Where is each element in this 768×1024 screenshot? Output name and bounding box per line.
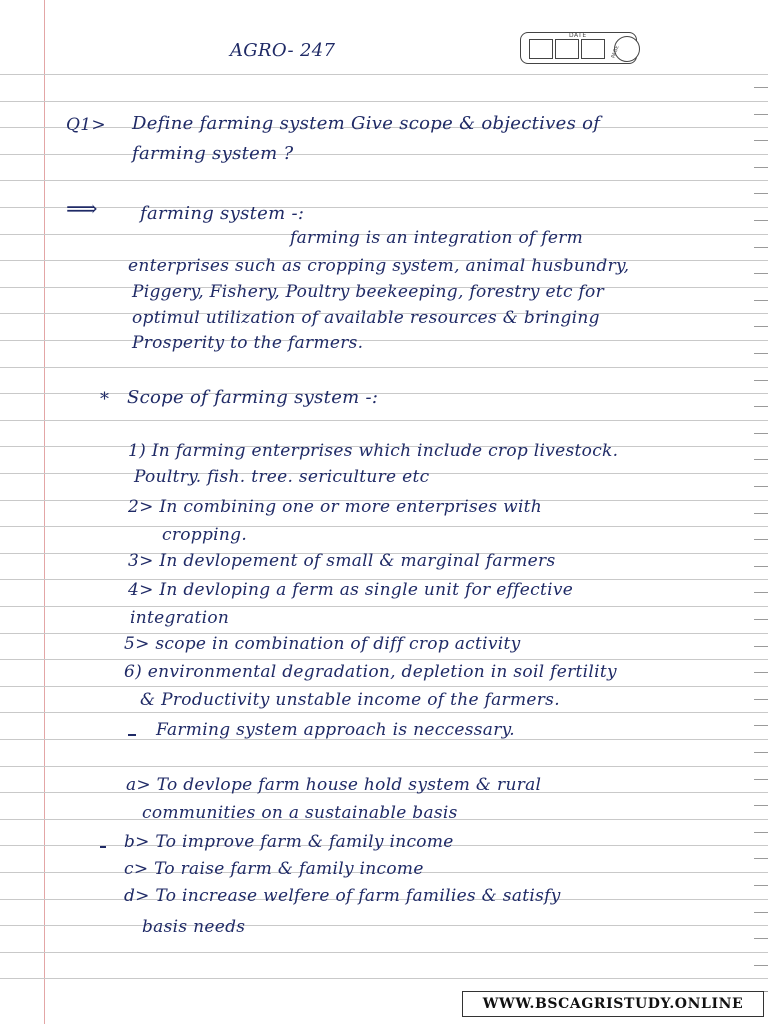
- objective-line: a> To devlope farm house hold system & rural: [126, 775, 542, 795]
- page-label: PAGE: [610, 44, 621, 60]
- ruled-line: [0, 686, 768, 687]
- ruled-line: [0, 606, 768, 607]
- margin-tick: [754, 725, 768, 726]
- date-label: DATE: [569, 32, 587, 39]
- watermark-text: WWW.BSCAGRISTUDY.ONLINE: [482, 996, 744, 1012]
- star-icon: *: [100, 389, 110, 410]
- margin-tick: [754, 858, 768, 859]
- page-title: AGRO- 247: [230, 40, 336, 61]
- arrow-icon: ⟹: [66, 197, 98, 222]
- ruled-line: [0, 207, 768, 208]
- margin-tick: [754, 459, 768, 460]
- margin-tick: [754, 779, 768, 780]
- margin-tick: [754, 140, 768, 141]
- margin-tick: [754, 619, 768, 620]
- objective-line: d> To increase welfere of farm families & satisfy: [124, 886, 561, 906]
- margin-tick: [754, 965, 768, 966]
- objective-line: c> To raise farm & family income: [124, 859, 424, 879]
- date-cell: [581, 39, 605, 59]
- objective-line: communities on a sustainable basis: [142, 803, 458, 823]
- definition-line: Piggery, Fishery, Poultry beekeeping, forestry etc for: [132, 282, 605, 302]
- margin-tick: [754, 752, 768, 753]
- margin-tick: [754, 406, 768, 407]
- margin-tick: [754, 513, 768, 514]
- scope-line: 1) In farming enterprises which include crop livestock.: [128, 441, 619, 461]
- definition-heading: farming system -:: [140, 203, 305, 224]
- margin-tick: [754, 167, 768, 168]
- scope-line: cropping.: [162, 525, 248, 545]
- scope-line: 5> scope in combination of diff crop activity: [124, 634, 521, 654]
- scope-line: Farming system approach is neccessary.: [156, 720, 515, 740]
- margin-tick: [754, 566, 768, 567]
- margin-tick: [754, 114, 768, 115]
- margin-tick: [754, 353, 768, 354]
- dash-mark: [100, 846, 106, 848]
- dash-mark: [128, 734, 136, 736]
- scope-line: & Productivity unstable income of the farmers.: [140, 690, 560, 710]
- website-watermark: [462, 991, 764, 1017]
- margin-tick: [754, 273, 768, 274]
- date-cell: [529, 39, 553, 59]
- ruled-line: [0, 952, 768, 953]
- objective-line: basis needs: [142, 917, 246, 937]
- scope-heading: Scope of farming system -:: [127, 387, 379, 408]
- ruled-line: [0, 978, 768, 979]
- question-line-1: Define farming system Give scope & objectives of: [132, 113, 601, 134]
- margin-tick: [754, 380, 768, 381]
- margin-tick: [754, 938, 768, 939]
- margin-tick: [754, 539, 768, 540]
- date-cell: [555, 39, 579, 59]
- scope-line: 3> In devlopement of small & marginal farmers: [128, 551, 556, 571]
- definition-line: optimul utilization of available resources & bringing: [132, 308, 600, 328]
- definition-line: Prosperity to the farmers.: [132, 333, 364, 353]
- ruled-line: [0, 712, 768, 713]
- ruled-line: [0, 180, 768, 181]
- margin-tick: [754, 805, 768, 806]
- margin-tick: [754, 672, 768, 673]
- ruled-line: [0, 367, 768, 368]
- question-line-2: farming system ?: [132, 143, 294, 164]
- ruled-line: [0, 925, 768, 926]
- scope-line: integration: [130, 608, 230, 628]
- margin-tick: [754, 193, 768, 194]
- margin-tick: [754, 592, 768, 593]
- question-number: Q1>: [66, 115, 106, 135]
- definition-line: enterprises such as cropping system, animal husbundry,: [128, 256, 630, 276]
- scope-line: 6) environmental degradation, depletion in soil fertility: [124, 662, 617, 682]
- margin-tick: [754, 832, 768, 833]
- scope-line: Poultry. fish. tree. sericulture etc: [134, 467, 430, 487]
- margin-tick: [754, 247, 768, 248]
- ruled-line: [0, 420, 768, 421]
- scope-line: 4> In devloping a ferm as single unit for effective: [128, 580, 574, 600]
- date-stamp: [520, 32, 637, 64]
- margin-tick: [754, 912, 768, 913]
- ruled-line: [0, 526, 768, 527]
- margin-tick: [754, 220, 768, 221]
- ruled-line: [0, 766, 768, 767]
- ruled-line: [0, 340, 768, 341]
- margin-tick: [754, 646, 768, 647]
- margin-tick: [754, 326, 768, 327]
- margin-tick: [754, 885, 768, 886]
- ruled-line: [0, 393, 768, 394]
- objective-line: b> To improve farm & family income: [124, 832, 454, 852]
- margin-tick: [754, 486, 768, 487]
- margin-tick: [754, 433, 768, 434]
- ruled-line: [0, 101, 768, 102]
- margin-tick: [754, 699, 768, 700]
- margin-tick: [754, 87, 768, 88]
- scope-line: 2> In combining one or more enterprises with: [128, 497, 543, 517]
- ruled-line: [0, 74, 768, 75]
- margin-tick: [754, 300, 768, 301]
- ruled-line: [0, 659, 768, 660]
- ruled-line: [0, 154, 768, 155]
- definition-line: farming is an integration of ferm: [290, 228, 584, 248]
